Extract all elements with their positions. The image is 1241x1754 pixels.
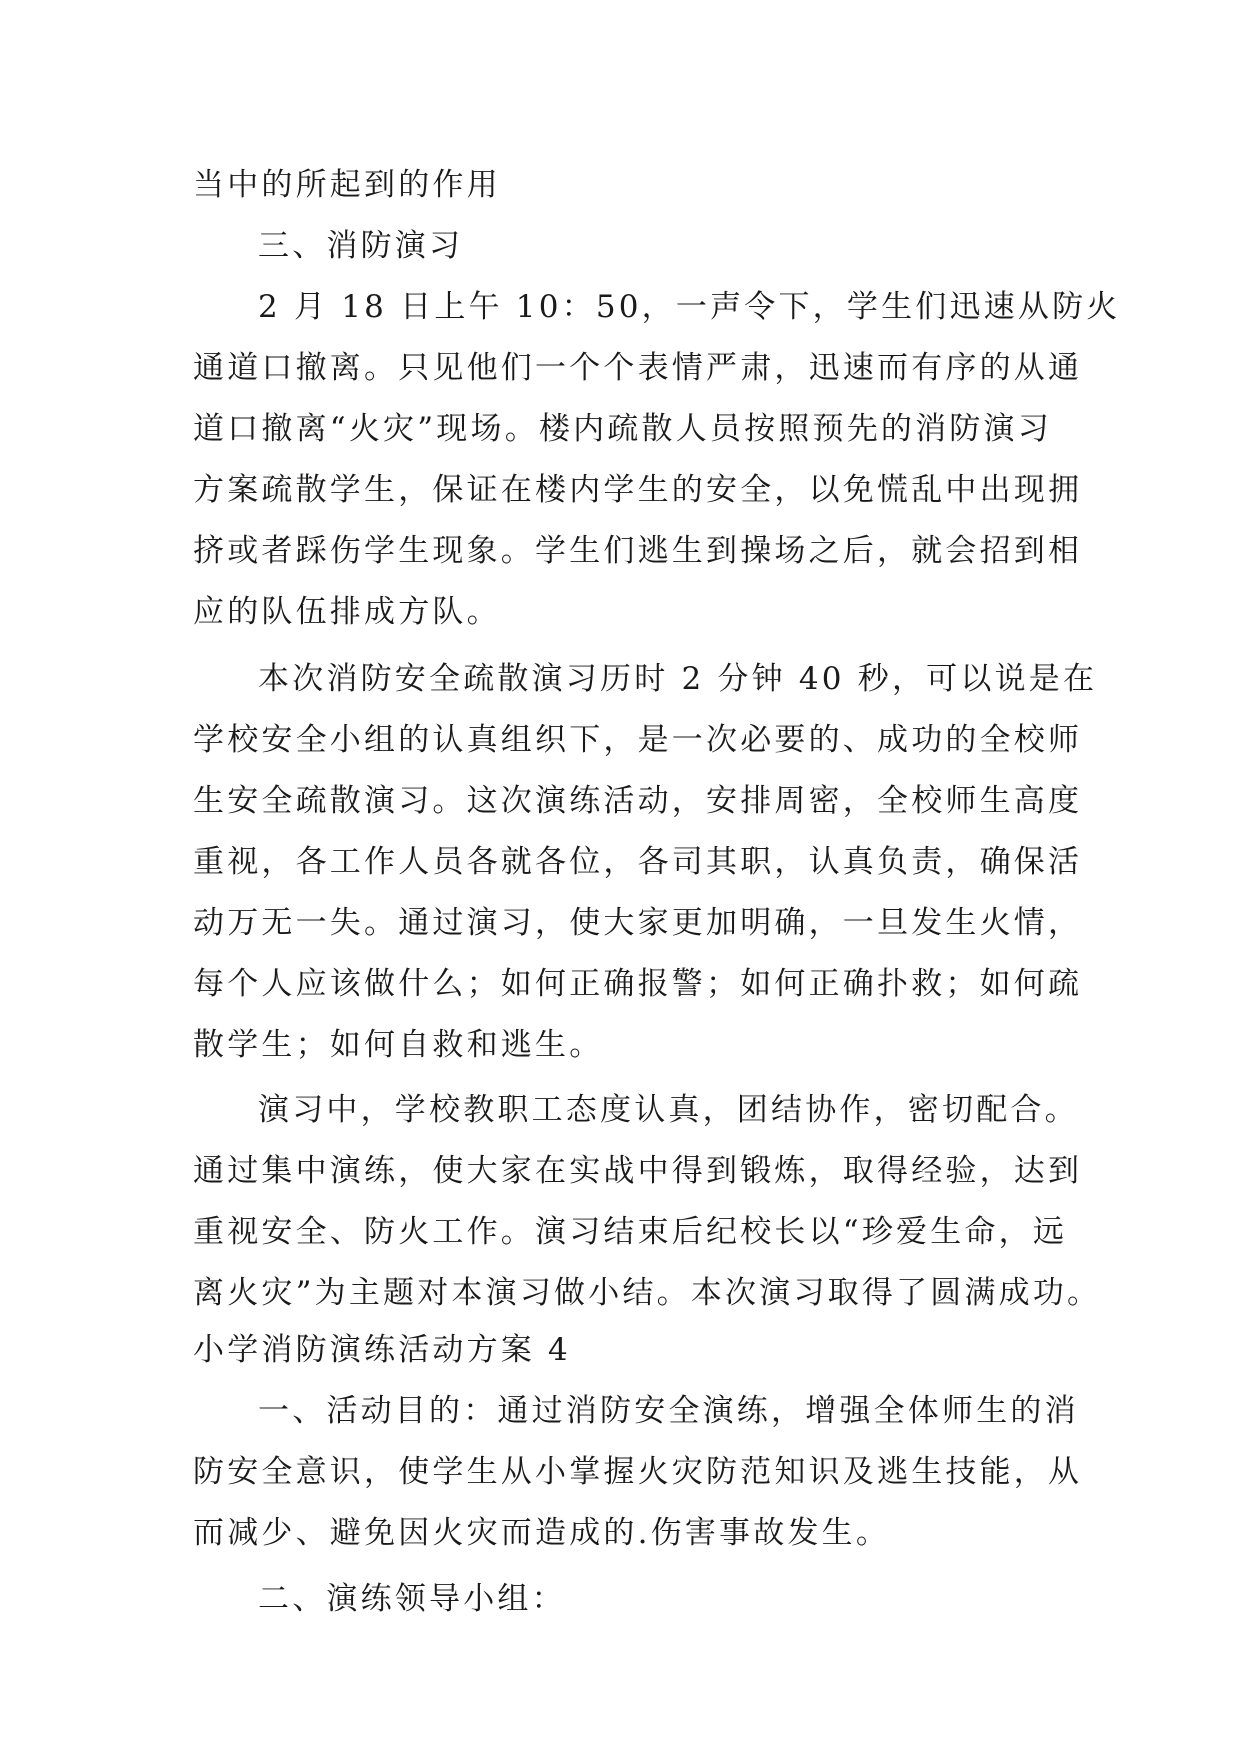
paragraph-line: 生安全疏散演习。这次演练活动，安排周密，全校师生高度	[193, 783, 1083, 819]
paragraph-line: 每个人应该做什么；如何正确报警；如何正确扑救；如何疏	[193, 966, 1083, 1002]
paragraph-line: 2 月 18 日上午 10：50，一声令下，学生们迅速从防火	[258, 289, 1121, 325]
paragraph-line: 一、活动目的：通过消防安全演练，增强全体师生的消	[258, 1393, 1079, 1429]
paragraph-line: 防安全意识，使学生从小掌握火灾防范知识及逃生技能，从	[193, 1454, 1083, 1490]
paragraph-line: 离火灾”为主题对本演习做小结。本次演习取得了圆满成功。	[193, 1275, 1102, 1311]
paragraph-line: 而减少、避免因火灾而造成的.伤害事故发生。	[193, 1515, 891, 1551]
paragraph-line: 本次消防安全疏散演习历时 2 分钟 40 秒，可以说是在	[258, 661, 1098, 697]
paragraph-line: 演习中，学校教职工态度认真，团结协作，密切配合。	[258, 1092, 1079, 1128]
paragraph-line: 道口撤离“火灾”现场。楼内疏散人员按照预先的消防演习	[193, 411, 1052, 447]
paragraph-line: 重视安全、防火工作。演习结束后纪校长以“珍爱生命，远	[193, 1214, 1068, 1250]
paragraph-line: 散学生；如何自救和逃生。	[193, 1027, 604, 1063]
paragraph-line: 通过集中演练，使大家在实战中得到锻炼，取得经验，达到	[193, 1153, 1083, 1189]
section-heading: 二、演练领导小组：	[258, 1581, 566, 1617]
paragraph-line: 通道口撤离。只见他们一个个表情严肃，迅速而有序的从通	[193, 350, 1083, 386]
section-heading: 三、消防演习	[258, 228, 464, 264]
document-title: 小学消防演练活动方案 4	[193, 1332, 571, 1368]
text-line: 当中的所起到的作用	[193, 167, 501, 203]
paragraph-line: 方案疏散学生，保证在楼内学生的安全，以免慌乱中出现拥	[193, 472, 1083, 508]
paragraph-line: 挤或者踩伤学生现象。学生们逃生到操场之后，就会招到相	[193, 533, 1083, 569]
paragraph-line: 动万无一失。通过演习，使大家更加明确，一旦发生火情，	[193, 905, 1083, 941]
paragraph-line: 学校安全小组的认真组织下，是一次必要的、成功的全校师	[193, 722, 1083, 758]
paragraph-line: 重视，各工作人员各就各位，各司其职，认真负责，确保活	[193, 844, 1083, 880]
paragraph-line: 应的队伍排成方队。	[193, 594, 501, 630]
